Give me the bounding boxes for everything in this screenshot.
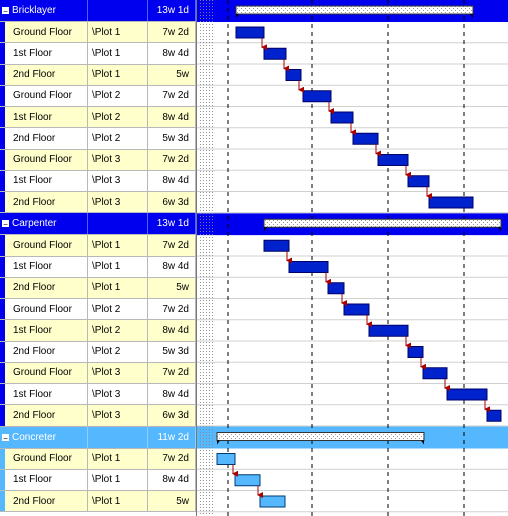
task-name[interactable]: 1st Floor: [0, 107, 88, 127]
task-duration: 8w 4d: [148, 43, 196, 63]
task-duration: 7w 2d: [148, 449, 196, 469]
row-stripe: [0, 107, 5, 127]
task-bar[interactable]: [369, 325, 408, 336]
task-name[interactable]: 1st Floor: [0, 320, 88, 340]
task-plot: \Plot 3: [88, 150, 148, 170]
task-name[interactable]: 2nd Floor: [0, 342, 88, 362]
row-stripe: [0, 171, 5, 191]
row-stripe: [0, 235, 5, 255]
task-duration: 5w: [148, 491, 196, 511]
chart-row-bg: [197, 449, 508, 470]
task-plot: \Plot 3: [88, 171, 148, 191]
chart-row-bg: [197, 363, 508, 384]
task-row[interactable]: [0, 491, 196, 512]
row-stripe: [0, 22, 5, 42]
task-duration: 8w 4d: [148, 470, 196, 490]
row-stripe: [0, 65, 5, 85]
task-name[interactable]: 1st Floor: [0, 384, 88, 404]
task-duration: 7w 2d: [148, 235, 196, 255]
chart-row-bg: [197, 43, 508, 64]
row-stripe: [0, 384, 5, 404]
task-name[interactable]: Ground Floor: [0, 150, 88, 170]
task-name[interactable]: 2nd Floor: [0, 405, 88, 425]
task-name[interactable]: 2nd Floor: [0, 192, 88, 212]
task-plot: \Plot 1: [88, 65, 148, 85]
task-duration: 8w 4d: [148, 257, 196, 277]
group-name-cell[interactable]: [0, 0, 88, 21]
task-duration: 5w 3d: [148, 128, 196, 148]
group-name: Carpenter: [12, 218, 57, 230]
task-bar[interactable]: [264, 240, 289, 251]
task-plot: \Plot 1: [88, 449, 148, 469]
task-row[interactable]: [0, 128, 196, 149]
row-stripe: [0, 320, 5, 340]
task-plot: \Plot 2: [88, 128, 148, 148]
task-duration: 7w 2d: [148, 86, 196, 106]
task-name[interactable]: 2nd Floor: [0, 128, 88, 148]
group-path-cell: [88, 213, 148, 234]
group-name: Bricklayer: [12, 5, 56, 16]
chart-row-bg: [197, 171, 508, 192]
task-duration: 8w 4d: [148, 384, 196, 404]
chart-row-bg: [197, 491, 508, 512]
task-plot: \Plot 1: [88, 491, 148, 511]
task-duration: 8w 4d: [148, 171, 196, 191]
task-plot: \Plot 1: [88, 43, 148, 63]
collapse-icon[interactable]: −: [3, 433, 8, 443]
row-stripe: [0, 470, 5, 490]
group-name-cell[interactable]: [0, 427, 88, 448]
task-name[interactable]: 2nd Floor: [0, 491, 88, 511]
row-stripe: [0, 299, 5, 319]
row-stripe: [0, 86, 5, 106]
chart-left-dots: [199, 0, 215, 516]
task-bar[interactable]: [328, 283, 344, 294]
task-row[interactable]: [0, 278, 196, 299]
task-duration: 6w 3d: [148, 192, 196, 212]
row-stripe: [0, 449, 5, 469]
task-bar[interactable]: [487, 410, 501, 421]
task-plot: \Plot 2: [88, 107, 148, 127]
row-stripe: [0, 342, 5, 362]
task-plot: \Plot 3: [88, 384, 148, 404]
task-name[interactable]: 1st Floor: [0, 171, 88, 191]
row-stripe: [0, 257, 5, 277]
task-duration: 7w 2d: [148, 363, 196, 383]
task-bar[interactable]: [260, 496, 285, 507]
gantt-svg: [197, 0, 508, 516]
chart-row-bg: [197, 150, 508, 171]
summary-bar[interactable]: [217, 433, 424, 441]
task-bar[interactable]: [429, 197, 473, 208]
task-plot: \Plot 2: [88, 86, 148, 106]
task-row[interactable]: [0, 43, 196, 64]
task-bar[interactable]: [344, 304, 369, 315]
group-name-cell[interactable]: [0, 213, 88, 234]
task-row[interactable]: [0, 299, 196, 320]
group-duration: 13w 1d: [148, 0, 196, 21]
group-row[interactable]: [0, 427, 196, 449]
task-row[interactable]: [0, 449, 196, 470]
task-plot: \Plot 1: [88, 22, 148, 42]
task-name[interactable]: Ground Floor: [0, 235, 88, 255]
task-duration: 7w 2d: [148, 150, 196, 170]
task-duration: 7w 2d: [148, 22, 196, 42]
task-plot: \Plot 1: [88, 278, 148, 298]
chart-row-bg: [197, 235, 508, 256]
task-bar[interactable]: [217, 454, 235, 465]
group-path-cell: [88, 427, 148, 448]
task-row[interactable]: [0, 363, 196, 384]
task-duration: 5w: [148, 278, 196, 298]
task-row[interactable]: [0, 257, 196, 278]
task-bar[interactable]: [353, 133, 378, 144]
task-plot: \Plot 3: [88, 405, 148, 425]
task-plot: \Plot 2: [88, 299, 148, 319]
row-stripe: [0, 150, 5, 170]
collapse-icon[interactable]: −: [3, 7, 8, 16]
task-row[interactable]: [0, 86, 196, 107]
task-duration: 8w 4d: [148, 320, 196, 340]
row-stripe: [0, 128, 5, 148]
group-duration: 11w 2d: [148, 427, 196, 448]
task-bar[interactable]: [331, 112, 353, 123]
group-row[interactable]: [0, 213, 196, 235]
task-row[interactable]: [0, 320, 196, 341]
task-row[interactable]: [0, 405, 196, 426]
task-name[interactable]: Ground Floor: [0, 449, 88, 469]
task-bar[interactable]: [236, 27, 264, 38]
chart-row-bg: [197, 342, 508, 363]
task-plot: \Plot 1: [88, 257, 148, 277]
task-bar[interactable]: [447, 389, 487, 400]
task-bar[interactable]: [408, 347, 423, 358]
chart-row-bg: [197, 86, 508, 107]
task-name[interactable]: Ground Floor: [0, 299, 88, 319]
chart-row-bg: [197, 65, 508, 86]
task-row[interactable]: [0, 192, 196, 213]
summary-bar[interactable]: [264, 219, 501, 227]
group-duration: 13w 1d: [148, 213, 196, 234]
chart-row-bg: [197, 320, 508, 341]
task-bar[interactable]: [235, 475, 260, 486]
task-duration: 8w 4d: [148, 107, 196, 127]
summary-bar[interactable]: [236, 6, 473, 14]
chart-row-bg: [197, 405, 508, 426]
task-bar[interactable]: [303, 91, 331, 102]
task-bar[interactable]: [264, 48, 286, 59]
chart-row-bg: [197, 278, 508, 299]
task-name[interactable]: 1st Floor: [0, 257, 88, 277]
task-bar[interactable]: [408, 176, 429, 187]
task-duration: 5w 3d: [148, 342, 196, 362]
task-duration: 5w: [148, 65, 196, 85]
chart-row-bg: [197, 257, 508, 278]
task-bar[interactable]: [378, 155, 408, 166]
row-stripe: [0, 43, 5, 63]
task-row[interactable]: [0, 150, 196, 171]
task-plot: \Plot 2: [88, 320, 148, 340]
row-stripe: [0, 491, 5, 511]
task-plot: \Plot 3: [88, 363, 148, 383]
task-name[interactable]: Ground Floor: [0, 363, 88, 383]
task-plot: \Plot 2: [88, 342, 148, 362]
task-duration: 6w 3d: [148, 405, 196, 425]
task-name[interactable]: 1st Floor: [0, 470, 88, 490]
task-row[interactable]: [0, 65, 196, 86]
task-row[interactable]: [0, 470, 196, 491]
task-bar[interactable]: [289, 262, 328, 273]
row-stripe: [0, 278, 5, 298]
row-stripe: [0, 363, 5, 383]
task-name[interactable]: 2nd Floor: [0, 278, 88, 298]
task-bar[interactable]: [286, 70, 301, 81]
task-row[interactable]: [0, 107, 196, 128]
task-name[interactable]: 1st Floor: [0, 43, 88, 63]
task-duration: 7w 2d: [148, 299, 196, 319]
task-plot: \Plot 1: [88, 470, 148, 490]
group-name: Concreter: [12, 431, 56, 443]
collapse-icon[interactable]: −: [3, 220, 8, 230]
task-row[interactable]: [0, 22, 196, 43]
task-grid: [0, 0, 196, 516]
task-plot: \Plot 1: [88, 235, 148, 255]
task-name[interactable]: Ground Floor: [0, 86, 88, 106]
group-path-cell: [88, 0, 148, 21]
gantt-chart: [196, 0, 508, 516]
task-row[interactable]: [0, 342, 196, 363]
task-bar[interactable]: [423, 368, 447, 379]
task-name[interactable]: 2nd Floor: [0, 65, 88, 85]
task-plot: \Plot 3: [88, 192, 148, 212]
row-stripe: [0, 192, 5, 212]
task-row[interactable]: [0, 384, 196, 405]
task-row[interactable]: [0, 235, 196, 256]
task-row[interactable]: [0, 171, 196, 192]
row-stripe: [0, 405, 5, 425]
group-row[interactable]: [0, 0, 196, 22]
task-name[interactable]: Ground Floor: [0, 22, 88, 42]
